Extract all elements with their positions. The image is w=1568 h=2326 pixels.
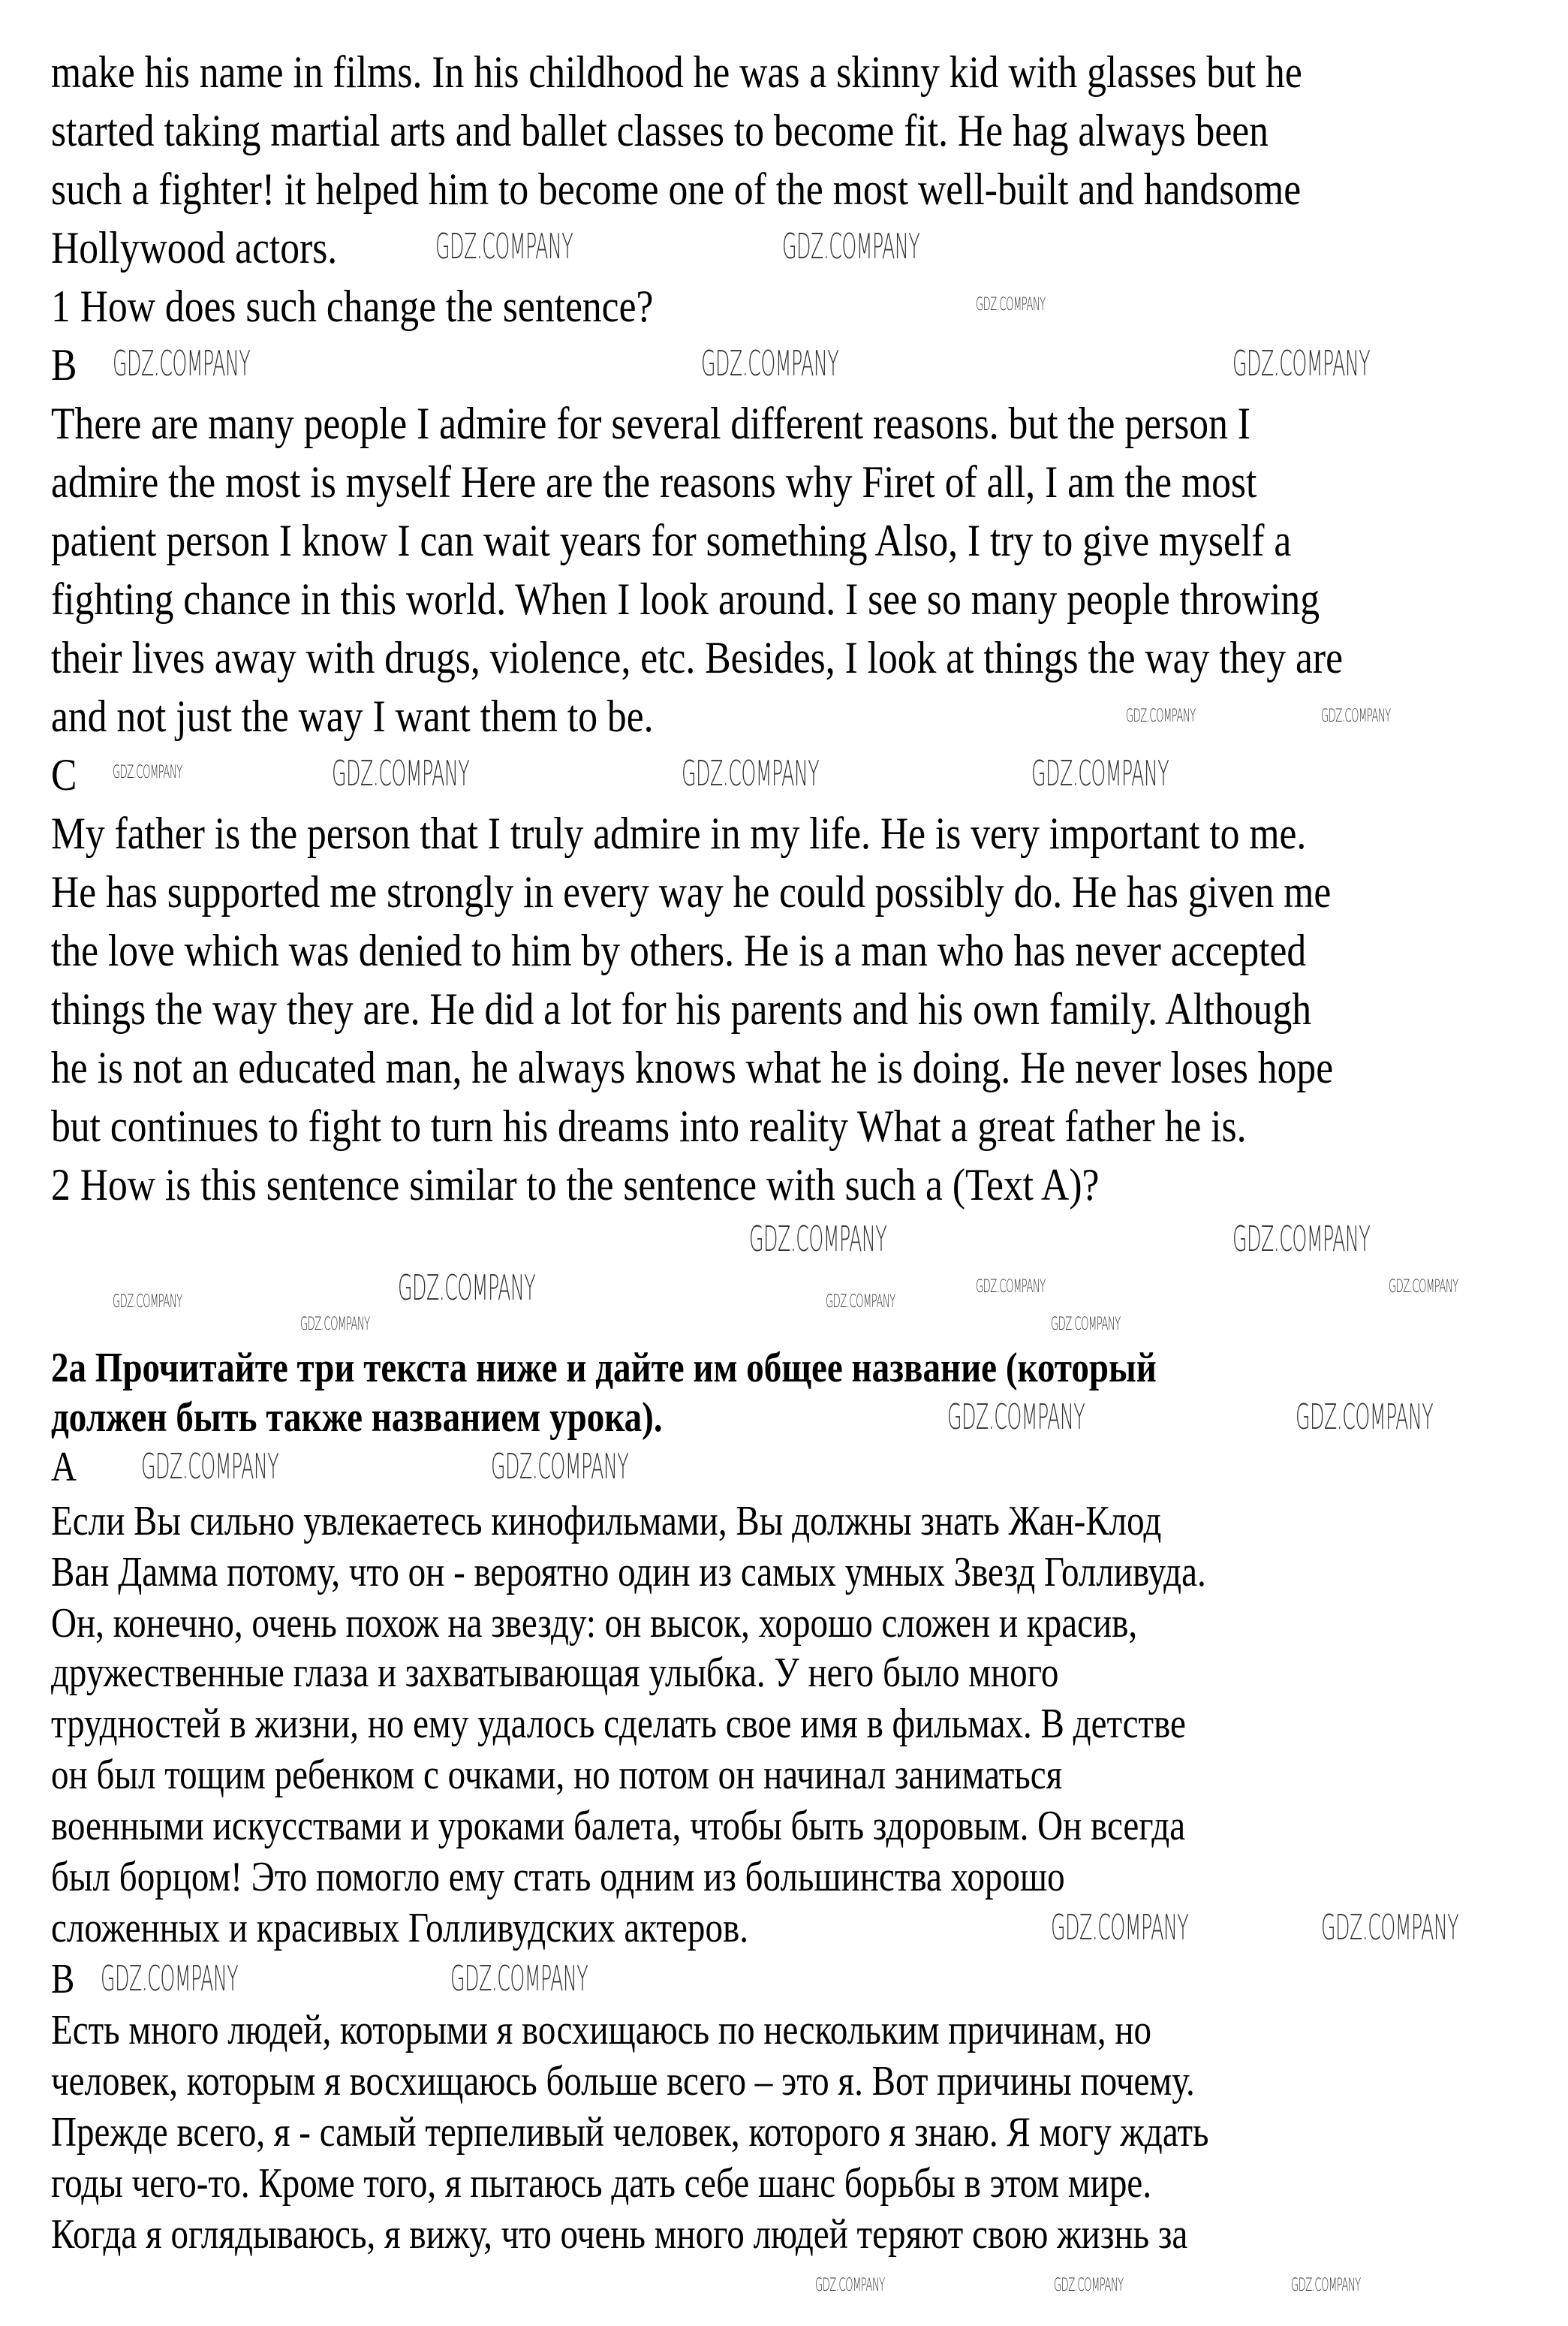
text-line: their lives away with drugs, violence, etc. Besides, I look at things the way they are: [51, 633, 1343, 682]
watermark: GDZ.COMPANY: [1051, 1907, 1189, 1948]
text-line: Когда я оглядываюсь, я вижу, что очень много людей теряют свою жизнь за: [51, 2211, 1188, 2258]
text-line: fighting chance in this world. When I look around. I see so many people throwing: [51, 574, 1320, 624]
watermark: GDZ.COMPANY: [1321, 1907, 1459, 1948]
section-label-a: A: [51, 1444, 77, 1490]
watermark: GDZ.COMPANY: [1126, 705, 1196, 726]
watermark: GDZ.COMPANY: [826, 1291, 895, 1312]
watermark: GDZ.COMPANY: [435, 226, 573, 267]
watermark: GDZ.COMPANY: [976, 294, 1046, 315]
text-line: make his name in films. In his childhood he was a skinny kid with glasses but he: [51, 47, 1302, 97]
watermark: GDZ.COMPANY: [976, 1276, 1046, 1297]
text-line: admire the most is myself Here are the reasons why Firet of all, I am the most: [51, 457, 1257, 507]
watermark: GDZ.COMPANY: [398, 1267, 536, 1308]
watermark: GDZ.COMPANY: [141, 1446, 279, 1487]
watermark: GDZ.COMPANY: [782, 226, 920, 267]
watermark: GDZ.COMPANY: [113, 343, 251, 384]
watermark: GDZ.COMPANY: [1031, 753, 1169, 794]
watermark: GDZ.COMPANY: [701, 343, 839, 384]
section-label-b: B: [51, 340, 77, 390]
watermark: GDZ.COMPANY: [332, 753, 470, 794]
text-line: the love which was denied to him by others. He is a man who has never accepted: [51, 926, 1307, 975]
watermark: GDZ.COMPANY: [682, 753, 820, 794]
watermark: GDZ.COMPANY: [491, 1446, 629, 1487]
text-line: started taking martial arts and ballet classes to become fit. He hag always been: [51, 106, 1269, 155]
watermark: GDZ.COMPANY: [113, 761, 182, 782]
text-line: and not just the way I want them to be.: [51, 691, 654, 741]
text-line: военными искусствами и уроками балета, чтобы быть здоровым. Он всегда: [51, 1803, 1186, 1849]
task-heading: 2a Прочитайте три текста ниже и дайте им общее название (который: [51, 1345, 1157, 1391]
watermark: GDZ.COMPANY: [1051, 1313, 1121, 1334]
watermark: GDZ.COMPANY: [1321, 705, 1391, 726]
text-line: such a fighter! it helped him to become one of the most well-built and handsome: [51, 164, 1302, 214]
question-2: 2 How is this sentence similar to the sentence with such a (Text A)?: [51, 1160, 1100, 1210]
text-line: трудностей в жизни, но ему удалось сделать свое имя в фильмах. В детстве: [51, 1701, 1186, 1747]
watermark: GDZ.COMPANY: [1291, 2274, 1361, 2295]
text-line: Прежде всего, я - самый терпеливый человек, которого я знаю. Я могу ждать: [51, 2109, 1209, 2156]
text-line: человек, которым я восхищаюсь больше всего – это я. Вот причины почему.: [51, 2058, 1195, 2105]
watermark: GDZ.COMPANY: [1232, 343, 1371, 384]
watermark: GDZ.COMPANY: [450, 1958, 588, 1999]
watermark: GDZ.COMPANY: [749, 1219, 887, 1259]
watermark: GDZ.COMPANY: [101, 1958, 239, 1999]
section-label-c: C: [51, 750, 77, 800]
text-line: things the way they are. He did a lot for his parents and his own family. Although: [51, 984, 1312, 1034]
text-line: годы чего-то. Кроме того, я пытаюсь дать себе шанс борьбы в этом мире.: [51, 2160, 1152, 2207]
text-line: Если Вы сильно увлекаетесь кинофильмами, Вы должны знать Жан-Клод: [51, 1498, 1162, 1544]
text-line: Hollywood actors.: [51, 223, 338, 273]
watermark: GDZ.COMPANY: [947, 1397, 1085, 1437]
text-line: He has supported me strongly in every way he could possibly do. He has given me: [51, 867, 1332, 917]
question-1: 1 How does such change the sentence?: [51, 282, 654, 331]
text-line: but continues to fight to turn his dreams into reality What a great father he is.: [51, 1101, 1247, 1151]
text-line: My father is the person that I truly admire in my life. He is very important to me.: [51, 809, 1307, 858]
text-line: patient person I know I can wait years for something Also, I try to give myself a: [51, 516, 1292, 565]
text-line: он был тощим ребенком с очками, но потом он начинал заниматься: [51, 1752, 1063, 1798]
section-label-b: B: [51, 1956, 75, 2002]
watermark: GDZ.COMPANY: [815, 2274, 885, 2295]
watermark: GDZ.COMPANY: [1296, 1397, 1434, 1437]
text-line: был борцом! Это помогло ему стать одним из большинства хорошо: [51, 1854, 1065, 1900]
watermark: GDZ.COMPANY: [1054, 2274, 1124, 2295]
watermark: GDZ.COMPANY: [113, 1291, 182, 1312]
watermark: GDZ.COMPANY: [1389, 1276, 1458, 1297]
watermark: GDZ.COMPANY: [1232, 1219, 1371, 1259]
watermark: GDZ.COMPANY: [300, 1313, 370, 1334]
text-line: Есть много людей, которыми я восхищаюсь по нескольким причинам, но: [51, 2007, 1152, 2053]
text-line: Он, конечно, очень похож на звезду: он высок, хорошо сложен и красив,: [51, 1600, 1138, 1647]
text-line: дружественные глаза и захватывающая улыбка. У него было много: [51, 1650, 1059, 1696]
text-line: Ван Дамма потому, что он - вероятно один из самых умных Звезд Голливуда.: [51, 1549, 1206, 1595]
text-line: he is not an educated man, he always knows what he is doing. He never loses hope: [51, 1043, 1334, 1092]
task-heading: должен быть также названием урока).: [51, 1394, 663, 1441]
text-line: There are many people I admire for several different reasons. but the person I: [51, 399, 1250, 448]
text-line: сложенных и красивых Голливудских актеров.: [51, 1905, 748, 1951]
